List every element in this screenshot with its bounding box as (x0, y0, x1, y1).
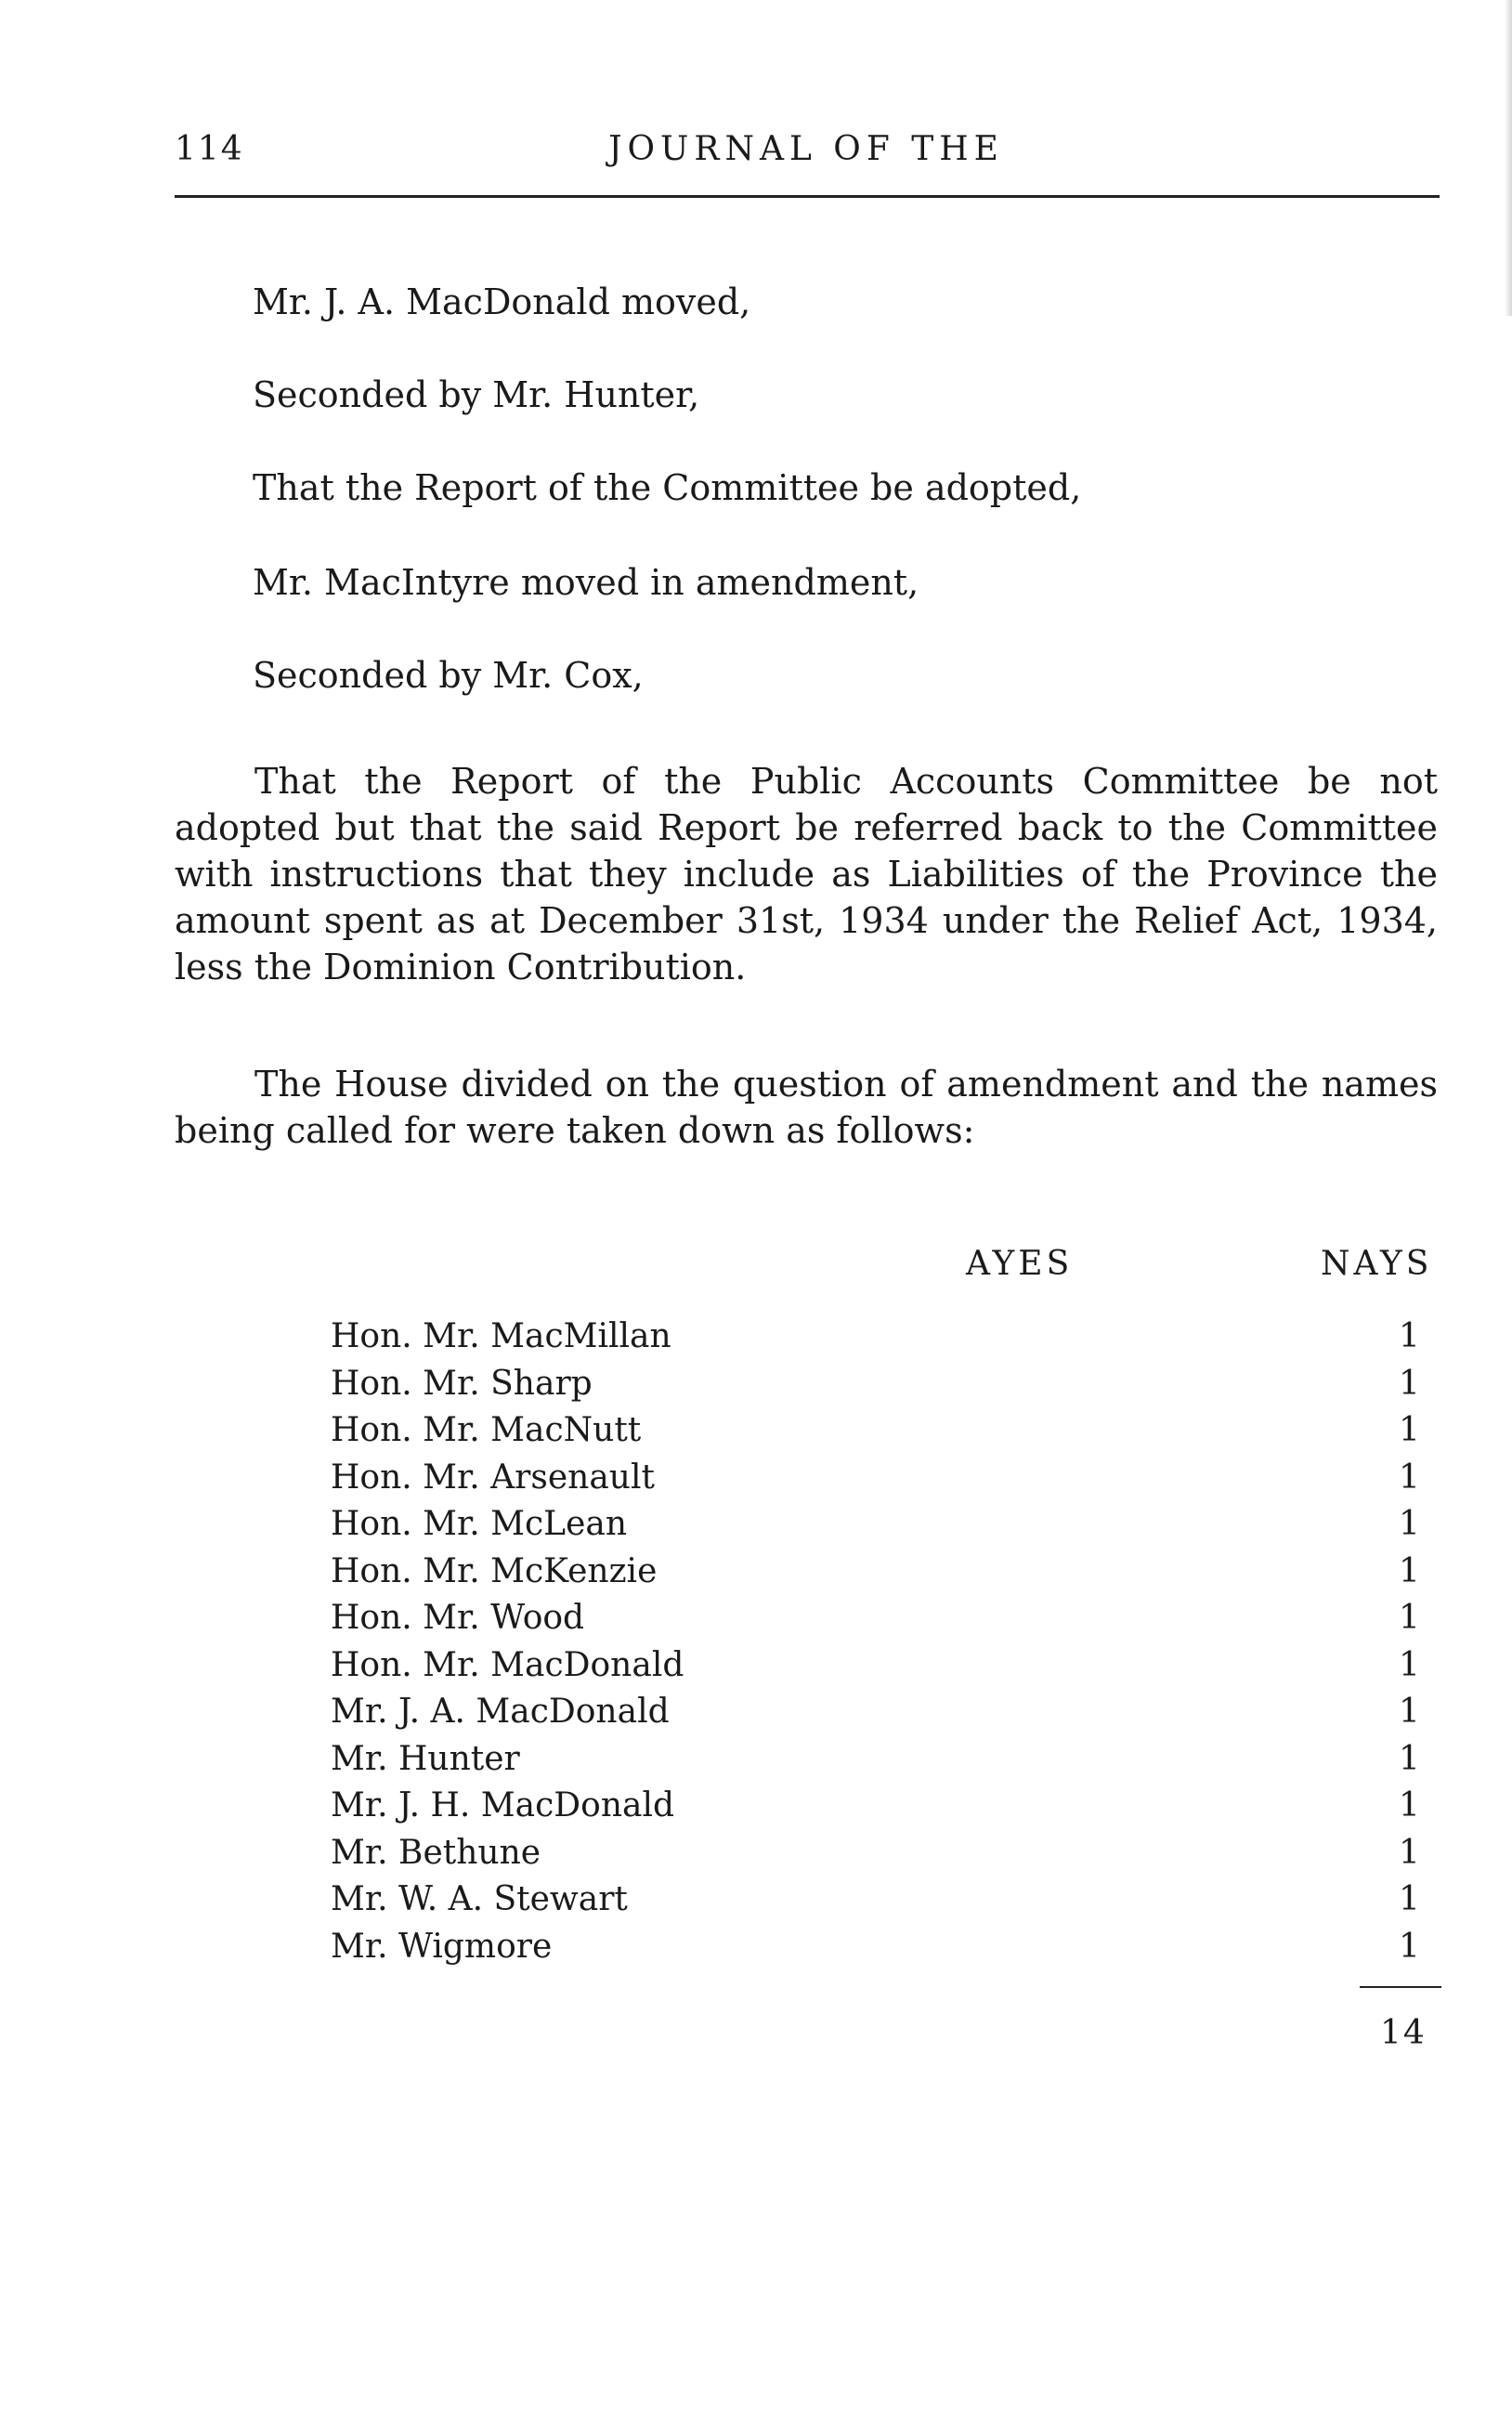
member-name: Hon. Mr. McLean (331, 1505, 628, 1543)
page-number: 114 (175, 130, 244, 168)
member-name: Mr. Bethune (331, 1833, 541, 1872)
nay-mark: 1 (1399, 1551, 1420, 1590)
vote-row (331, 1830, 1445, 1877)
amendment-seconder: Seconded by Mr. Cox, (253, 655, 644, 696)
nay-mark: 1 (1399, 1786, 1420, 1824)
nay-mark: 1 (1399, 1693, 1420, 1731)
vote-row (331, 1549, 1445, 1596)
header-rule (175, 195, 1440, 198)
member-name: Hon. Mr. Wood (331, 1599, 585, 1637)
nay-mark: 1 (1399, 1317, 1420, 1355)
vote-row (331, 1736, 1445, 1784)
vote-list (331, 1314, 1445, 1970)
member-name: Mr. Hunter (331, 1739, 520, 1778)
page-edge-shadow (1505, 0, 1512, 316)
nay-mark: 1 (1399, 1927, 1420, 1966)
vote-row (331, 1595, 1445, 1642)
motion-mover: Mr. J. A. MacDonald moved, (253, 281, 751, 322)
nay-mark: 1 (1399, 1739, 1420, 1778)
nays-total: 14 (1380, 2014, 1427, 2052)
member-name: Mr. J. A. MacDonald (331, 1693, 670, 1731)
member-name: Hon. Mr. MacNutt (331, 1411, 642, 1449)
division-intro: The House divided on the question of amendment and the names being called for were taken down as follows: (175, 1064, 1438, 1151)
nay-mark: 1 (1399, 1880, 1420, 1918)
nay-mark: 1 (1399, 1833, 1420, 1872)
amendment-mover: Mr. MacIntyre moved in amendment, (253, 562, 919, 603)
member-name: Mr. J. H. MacDonald (331, 1786, 675, 1824)
member-name: Hon. Mr. Sharp (331, 1364, 593, 1403)
nay-mark: 1 (1399, 1411, 1420, 1449)
vote-row (331, 1501, 1445, 1549)
running-title: JOURNAL OF THE (608, 130, 1004, 168)
member-name: Mr. Wigmore (331, 1927, 553, 1966)
vote-row (331, 1924, 1445, 1971)
total-rule (1360, 1986, 1441, 1988)
vote-row (331, 1407, 1445, 1455)
vote-row (331, 1642, 1445, 1690)
nay-mark: 1 (1399, 1364, 1420, 1403)
member-name: Hon. Mr. MacDonald (331, 1645, 684, 1684)
vote-row (331, 1689, 1445, 1736)
page-header (175, 130, 1438, 182)
vote-row (331, 1455, 1445, 1502)
nay-mark: 1 (1399, 1645, 1420, 1684)
motion-text: That the Report of the Committee be adopted, (253, 467, 1082, 508)
nay-mark: 1 (1399, 1599, 1420, 1637)
motion-seconder: Seconded by Mr. Hunter, (253, 374, 700, 415)
member-name: Hon. Mr. McKenzie (331, 1551, 658, 1590)
nays-column-header: NAYS (1321, 1245, 1433, 1283)
amendment-text: That the Report of the Public Accounts Committee be not adopted but that the said Report be referred back to the Committee with instructions that they include as Liabilities of the Province the amount spent as at December 31st, 1934 under the Relief Act, 1934, less the Dominion Contribution. (175, 761, 1438, 987)
nay-mark: 1 (1399, 1458, 1420, 1497)
vote-row (331, 1783, 1445, 1830)
nay-mark: 1 (1399, 1505, 1420, 1543)
ayes-column-header: AYES (966, 1245, 1074, 1283)
vote-row (331, 1361, 1445, 1408)
member-name: Mr. W. A. Stewart (331, 1880, 628, 1918)
vote-row (331, 1876, 1445, 1924)
vote-row (331, 1314, 1445, 1361)
member-name: Hon. Mr. Arsenault (331, 1458, 655, 1497)
member-name: Hon. Mr. MacMillan (331, 1317, 671, 1355)
